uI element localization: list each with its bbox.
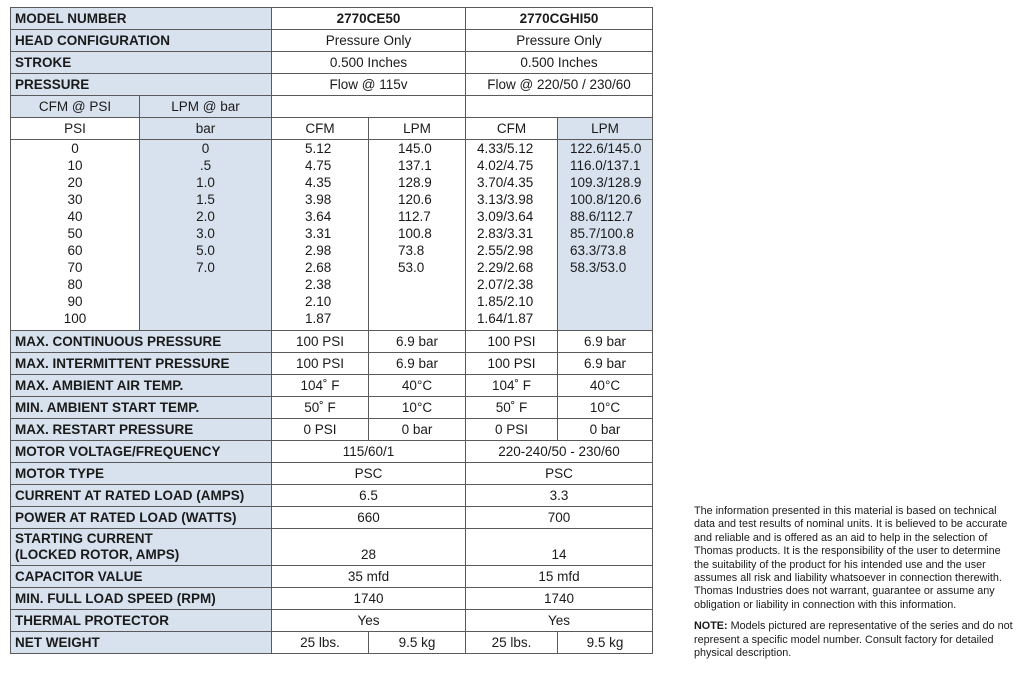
flow-value: 2.10 [305,294,332,309]
min-start-2-c: 10°C [558,397,653,419]
flow-value: 1.64/1.87 [477,311,534,326]
flow-value: 3.31 [305,226,332,241]
psi-header: PSI [11,118,140,140]
row-min-ambient-start-temp [11,397,653,419]
label-starting-current-line2: (LOCKED ROTOR, AMPS) [15,547,180,562]
label-starting-current [11,529,272,566]
flow-value: 40 [67,209,83,224]
flow-value: 2.07/2.38 [477,277,534,292]
label-motor-type: MOTOR TYPE [11,463,272,485]
model-1-header: 2770CE50 [272,8,466,30]
row-max-restart-pressure [11,419,653,441]
label-min-full-load-speed: MIN. FULL LOAD SPEED (RPM) [11,588,272,610]
label-capacitor-value: CAPACITOR VALUE [11,566,272,588]
weight-1-lbs: 25 lbs. [272,632,369,654]
label-stroke: STROKE [11,52,272,74]
max-int-pressure-1-psi: 100 PSI [272,353,369,375]
label-model-number: MODEL NUMBER [11,8,272,30]
flow-value: 2.29/2.68 [477,260,534,275]
label-motor-voltage-frequency: MOTOR VOLTAGE/FREQUENCY [11,441,272,463]
row-power-at-rated-load [11,507,653,529]
speed-1: 1740 [272,588,466,610]
notes-block [694,505,1016,660]
max-int-pressure-1-bar: 6.9 bar [369,353,466,375]
flow-lpm-115v-column [369,140,466,331]
flow-value: 3.0 [196,226,215,241]
flow-value: 0 [71,141,79,156]
label-current-at-rated-load: CURRENT AT RATED LOAD (AMPS) [11,485,272,507]
row-thermal-protector [11,610,653,632]
model-2-header: 2770CGHI50 [466,8,653,30]
max-int-pressure-2-bar: 6.9 bar [558,353,653,375]
flow-value: 100.8/120.6 [570,192,642,207]
flow-value: 70 [67,260,83,275]
max-ambient-1-c: 40°C [369,375,466,397]
max-cont-pressure-2-psi: 100 PSI [466,331,558,353]
flow-value: 4.35 [305,175,332,190]
flow-value: 3.98 [305,192,332,207]
starting-current-1: 28 [272,529,466,566]
flow-value: 60 [67,243,83,258]
stroke-2: 0.500 Inches [466,52,653,74]
flow-value: 145.0 [398,141,432,156]
flow-value: 88.6/112.7 [570,209,633,224]
flow-value: 90 [67,294,83,309]
flow-value: 1.0 [196,175,215,190]
row-starting-current [11,529,653,566]
disclaimer-text: The information presented in this material is based on technical data and test results of nominal units. It is believed to be accurate and reliable and is offered as an aid to help in the selection of Thomas products. It is the responsibility of the user to determine the suitability of the product for his intended use and the user assumes all risk and liability whatsoever in connection therewith. Thomas Industries does not warrant, guarantee or assume any obligation or liability in connection with this information. [694,505,1008,611]
flow-psi-column [11,140,140,331]
max-cont-pressure-1-psi: 100 PSI [272,331,369,353]
capacitor-1: 35 mfd [272,566,466,588]
flow-value: 3.70/4.35 [477,175,534,190]
starting-current-2: 14 [466,529,653,566]
lpm-header-2: LPM [558,118,653,140]
units-1-blank-2 [466,96,653,118]
note-text: Models pictured are representative of the series and do not represent a specific model number. Consult factory for detailed physical description. [694,620,1013,660]
label-min-ambient-start-temp: MIN. AMBIENT START TEMP. [11,397,272,419]
flow-value: 53.0 [398,260,425,275]
row-pressure [11,74,653,96]
flow-value: .5 [199,158,212,173]
max-ambient-2-c: 40°C [558,375,653,397]
label-pressure: PRESSURE [11,74,272,96]
flow-value: 100.8 [398,226,432,241]
cfm-at-psi-header: CFM @ PSI [11,96,140,118]
pressure-flow-2: Flow @ 220/50 / 230/60 [466,74,653,96]
power-1: 660 [272,507,466,529]
restart-2-psi: 0 PSI [466,419,558,441]
flow-value: 30 [67,192,83,207]
restart-1-psi: 0 PSI [272,419,369,441]
thermal-1: Yes [272,610,466,632]
flow-value: 3.13/3.98 [477,192,534,207]
note-paragraph [694,620,1016,660]
flow-value: 122.6/145.0 [570,141,642,156]
flow-cfm-115v-column [272,140,369,331]
label-net-weight: NET WEIGHT [11,632,272,654]
flow-value: 2.68 [305,260,332,275]
weight-1-kg: 9.5 kg [369,632,466,654]
spec-table [10,7,653,654]
bar-header: bar [140,118,272,140]
flow-value: 10 [67,158,83,173]
flow-value: 112.7 [398,209,431,224]
pressure-flow-1: Flow @ 115v [272,74,466,96]
flow-value: 20 [67,175,83,190]
flow-value: 1.85/2.10 [477,294,534,309]
max-cont-pressure-1-bar: 6.9 bar [369,331,466,353]
flow-value: 63.3/73.8 [570,243,627,258]
flow-value: 2.98 [305,243,332,258]
min-start-1-f: 50˚ F [272,397,369,419]
stroke-1: 0.500 Inches [272,52,466,74]
row-units-2 [11,118,653,140]
flow-cfm-230v-column [466,140,558,331]
weight-2-kg: 9.5 kg [558,632,653,654]
motor-voltage-1: 115/60/1 [272,441,466,463]
row-flow-data [11,140,653,331]
flow-value: 4.33/5.12 [477,141,534,156]
cfm-header-1: CFM [272,118,369,140]
row-net-weight [11,632,653,654]
flow-value: 5.12 [305,141,332,156]
label-max-intermittent-pressure: MAX. INTERMITTENT PRESSURE [11,353,272,375]
row-stroke [11,52,653,74]
label-head-configuration: HEAD CONFIGURATION [11,30,272,52]
label-max-ambient-air-temp: MAX. AMBIENT AIR TEMP. [11,375,272,397]
flow-lpm-230v-column [558,140,653,331]
lpm-at-bar-header: LPM @ bar [140,96,272,118]
power-2: 700 [466,507,653,529]
thermal-2: Yes [466,610,653,632]
flow-value: 100 [63,311,87,326]
max-ambient-1-f: 104˚ F [272,375,369,397]
label-thermal-protector: THERMAL PROTECTOR [11,610,272,632]
cfm-header-2: CFM [466,118,558,140]
flow-value: 85.7/100.8 [570,226,634,241]
flow-value: 128.9 [398,175,432,190]
row-model-number [11,8,653,30]
flow-value: 4.02/4.75 [477,158,534,173]
row-motor-type [11,463,653,485]
row-max-continuous-pressure [11,331,653,353]
max-ambient-2-f: 104˚ F [466,375,558,397]
restart-2-bar: 0 bar [558,419,653,441]
max-int-pressure-2-psi: 100 PSI [466,353,558,375]
flow-value: 120.6 [398,192,432,207]
flow-value: 4.75 [305,158,332,173]
weight-2-lbs: 25 lbs. [466,632,558,654]
flow-value: 7.0 [196,260,215,275]
head-config-1: Pressure Only [272,30,466,52]
motor-voltage-2: 220-240/50 - 230/60 [466,441,653,463]
flow-value: 80 [67,277,83,292]
units-1-blank-1 [272,96,466,118]
flow-value: 3.64 [305,209,332,224]
motor-type-2: PSC [466,463,653,485]
row-motor-voltage-frequency [11,441,653,463]
flow-value: 116.0/137.1 [570,158,641,173]
row-current-at-rated-load [11,485,653,507]
flow-value: 1.87 [305,311,332,326]
lpm-header-1: LPM [369,118,466,140]
flow-value: 2.0 [196,209,215,224]
flow-value: 2.83/3.31 [477,226,534,241]
flow-value: 73.8 [398,243,425,258]
head-config-2: Pressure Only [466,30,653,52]
note-label: NOTE: [694,620,728,633]
row-units-1 [11,96,653,118]
flow-value: 2.55/2.98 [477,243,534,258]
min-start-2-f: 50˚ F [466,397,558,419]
flow-value: 2.38 [305,277,332,292]
current-1: 6.5 [272,485,466,507]
label-starting-current-line1: STARTING CURRENT [15,531,153,546]
flow-value: 1.5 [196,192,215,207]
row-capacitor-value [11,566,653,588]
restart-1-bar: 0 bar [369,419,466,441]
motor-type-1: PSC [272,463,466,485]
label-power-at-rated-load: POWER AT RATED LOAD (WATTS) [11,507,272,529]
label-max-restart-pressure: MAX. RESTART PRESSURE [11,419,272,441]
speed-2: 1740 [466,588,653,610]
max-cont-pressure-2-bar: 6.9 bar [558,331,653,353]
flow-value: 3.09/3.64 [477,209,534,224]
flow-value: 5.0 [196,243,215,258]
row-max-ambient-air-temp [11,375,653,397]
flow-bar-column [140,140,272,331]
current-2: 3.3 [466,485,653,507]
min-start-1-c: 10°C [369,397,466,419]
label-max-continuous-pressure: MAX. CONTINUOUS PRESSURE [11,331,272,353]
flow-value: 58.3/53.0 [570,260,627,275]
row-head-configuration [11,30,653,52]
flow-value: 50 [67,226,83,241]
capacitor-2: 15 mfd [466,566,653,588]
row-min-full-load-speed [11,588,653,610]
flow-value: 109.3/128.9 [570,175,642,190]
row-max-intermittent-pressure [11,353,653,375]
flow-value: 137.1 [398,158,432,173]
flow-value: 0 [201,141,210,156]
